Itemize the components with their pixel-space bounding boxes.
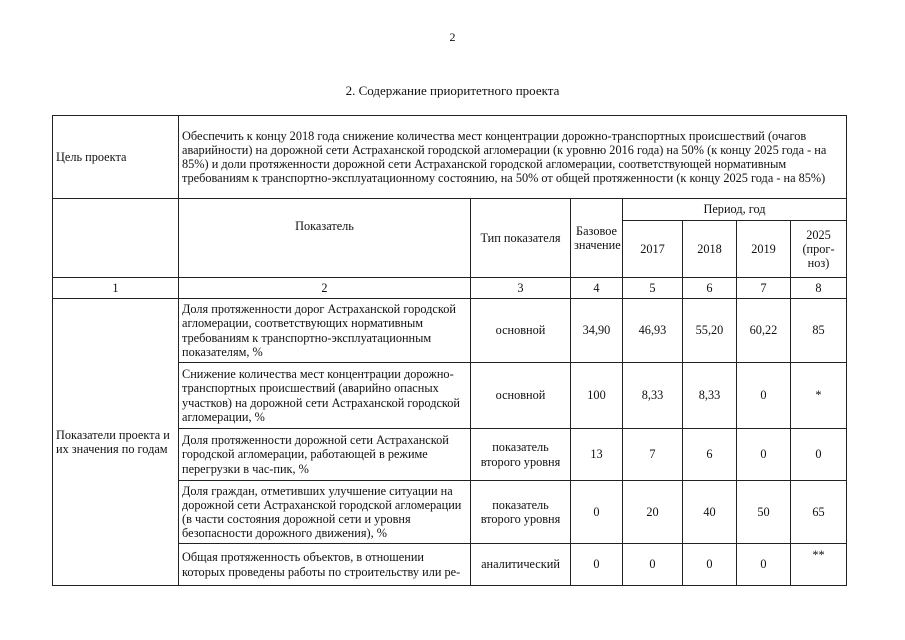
header-year-2019: 2019 (737, 221, 791, 278)
indicator-type: аналитический (471, 544, 571, 586)
indicator-name: Доля протяженности дорожной сети Астраханской городской агломерации, работающей в режиме перегрузки в час-пик, % (179, 429, 471, 481)
indicator-name: Снижение количества мест концентрации дорожно-транспортных происшествий (аварийно опасных участков) на дорожной сети Астраханской городской агломерации, % (179, 363, 471, 429)
header-indicator: Показатель (179, 199, 471, 278)
indicator-base: 34,90 (571, 299, 623, 363)
indicator-base: 13 (571, 429, 623, 481)
indicator-name: Доля граждан, отметивших улучшение ситуации на дорожной сети Астраханской городской агломерации (в части состояния дорожной сети и уровня безопасности дорожного движения), % (179, 481, 471, 544)
indicator-name: Доля протяженности дорог Астраханской городской агломерации, соответствующих нормативным требованиям к транспортно-эксплуатационным показателям, % (179, 299, 471, 363)
column-number: 8 (791, 278, 847, 299)
value-2017: 20 (623, 481, 683, 544)
indicator-base: 100 (571, 363, 623, 429)
header-type: Тип показателя (471, 199, 571, 278)
column-number: 3 (471, 278, 571, 299)
value-2025: 85 (791, 299, 847, 363)
column-number: 5 (623, 278, 683, 299)
value-2025: * (791, 363, 847, 429)
indicator-base: 0 (571, 544, 623, 586)
section-title: 2. Содержание приоритетного проекта (345, 83, 560, 98)
column-number: 4 (571, 278, 623, 299)
indicator-base: 0 (571, 481, 623, 544)
value-2018: 0 (683, 544, 737, 586)
header-year-2025: 2025 (прог-ноз) (791, 221, 847, 278)
indicator-type: показатель второго уровня (471, 481, 571, 544)
column-number: 1 (53, 278, 179, 299)
project-table (52, 115, 847, 586)
value-2025: 65 (791, 481, 847, 544)
value-2018: 40 (683, 481, 737, 544)
value-2017: 0 (623, 544, 683, 586)
page-number: 2 (449, 30, 456, 44)
goal-label: Цель проекта (53, 116, 179, 199)
column-number: 2 (179, 278, 471, 299)
value-2019: 0 (737, 429, 791, 481)
value-2019: 50 (737, 481, 791, 544)
value-2025: 0 (791, 429, 847, 481)
value-2017: 8,33 (623, 363, 683, 429)
value-2017: 46,93 (623, 299, 683, 363)
header-year-2017: 2017 (623, 221, 683, 278)
value-2018: 55,20 (683, 299, 737, 363)
value-2019: 0 (737, 544, 791, 586)
header-base: Базовое значение (571, 199, 623, 278)
column-number: 6 (683, 278, 737, 299)
goal-text: Обеспечить к концу 2018 года снижение количества мест концентрации дорожно-транспортных происшествий (очагов аварийности) на дорожной сети Астраханской городской агломерации (к уровню 2016 года) на 50% (к концу 2025 года - на 85%) и доли протяженности дорожной сети Астраханской городской агломерации, соответствующей нормативным требованиям к транспортно-эксплуатационному состоянию, на 50% от общей протяженности (к концу 2025 года - на 85%) (179, 116, 847, 199)
header-row-top (53, 199, 847, 221)
value-2019: 60,22 (737, 299, 791, 363)
indicators-label: Показатели проекта и их значения по годам (53, 299, 179, 586)
indicator-name: Общая протяженность объектов, в отношении которых проведены работы по строительству или ре- (179, 544, 471, 586)
header-year-2018: 2018 (683, 221, 737, 278)
indicator-type: основной (471, 363, 571, 429)
indicator-type: основной (471, 299, 571, 363)
column-number-row (53, 278, 847, 299)
value-2019: 0 (737, 363, 791, 429)
indicator-type: показатель второго уровня (471, 429, 571, 481)
value-2025: ** (791, 544, 847, 586)
header-blank-cell (53, 199, 179, 278)
value-2018: 8,33 (683, 363, 737, 429)
header-period: Период, год (623, 199, 847, 221)
goal-row (53, 116, 847, 199)
table-row (53, 299, 847, 363)
value-2018: 6 (683, 429, 737, 481)
column-number: 7 (737, 278, 791, 299)
value-2017: 7 (623, 429, 683, 481)
